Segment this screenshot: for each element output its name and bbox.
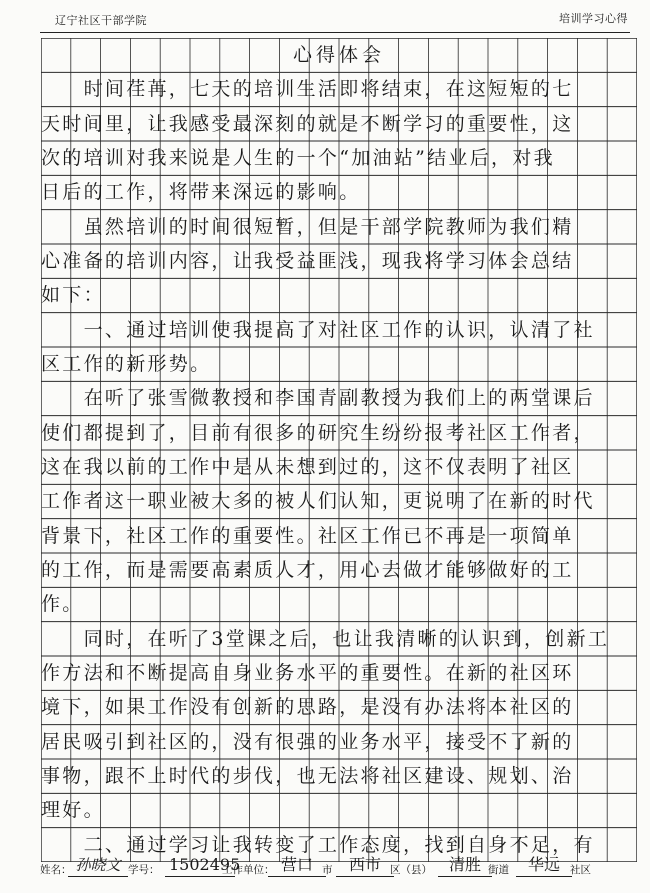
page-footer bbox=[0, 852, 650, 886]
city-value: 营口 bbox=[268, 854, 326, 877]
street-value: 清胜 bbox=[438, 854, 492, 877]
name-value: 孙晓文 bbox=[68, 854, 128, 877]
institution-name: 辽宁社区干部学院 bbox=[55, 14, 147, 27]
essay-title: 心得体会 bbox=[292, 44, 385, 66]
essay-line: 境下，如果工作没有创新的思路，是没有办法将本社区的 bbox=[41, 696, 574, 719]
work-unit-label: 工作单位： bbox=[222, 864, 275, 876]
essay-line: 一、通过培训使我提高了对社区工作的认识，认清了社 bbox=[41, 318, 595, 341]
community-value: 华远 bbox=[516, 854, 572, 877]
district-value: 西市 bbox=[336, 854, 394, 877]
essay-line: 这在我以前的工作中是从未想到过的，这不仅表明了社区 bbox=[41, 455, 574, 478]
page-header bbox=[0, 0, 650, 30]
district-label: 区（县） bbox=[390, 864, 432, 876]
manuscript-sheet bbox=[41, 38, 637, 862]
community-label: 社区 bbox=[570, 864, 591, 876]
document-type: 培训学习心得 bbox=[559, 12, 628, 25]
essay-line: 使们都提到了，目前有很多的研究生纷纷报考社区工作者， bbox=[41, 421, 595, 444]
student-id-value: 1502495 bbox=[165, 854, 235, 877]
essay-line: 居民吸引到社区的，没有很强的业务水平，接受不了新的 bbox=[41, 730, 574, 753]
essay-line: 次的培训对我来说是人生的一个“加油站”结业后，对我 bbox=[41, 146, 555, 169]
essay-line: 天时间里，让我感受最深刻的就是不断学习的重要性，这 bbox=[41, 112, 574, 135]
essay-line: 心准备的培训内容，让我受益匪浅，现我将学习体会总结 bbox=[41, 249, 574, 272]
essay-line: 工作者这一职业被大多的被人们认知，更说明了在新的时代 bbox=[41, 490, 595, 513]
street-label: 街道 bbox=[488, 864, 509, 876]
essay-line: 时间荏苒，七天的培训生活即将结束，在这短短的七 bbox=[41, 78, 574, 101]
essay-line: 在听了张雪微教授和李国青副教授为我们上的两堂课后 bbox=[41, 387, 595, 410]
essay-line: 区工作的新形势。 bbox=[41, 352, 212, 375]
city-label: 市 bbox=[322, 864, 333, 876]
essay-line: 虽然培训的时间很短暂，但是干部学院教师为我们精 bbox=[41, 215, 574, 238]
essay-line: 如下： bbox=[41, 284, 105, 307]
essay-line: 二、通过学习让我转变了工作态度，找到自身不足，有 bbox=[41, 833, 595, 856]
essay-line: 日后的工作，将带来深远的影响。 bbox=[41, 181, 361, 204]
essay-line: 事物，跟不上时代的步伐，也无法将社区建设、规划、治 bbox=[41, 764, 574, 787]
essay-line: 同时，在听了3堂课之后，也让我清晰的认识到，创新工 bbox=[41, 627, 610, 650]
essay-line: 作。 bbox=[41, 593, 84, 616]
name-label: 姓名： bbox=[40, 864, 72, 876]
header-rule bbox=[40, 32, 630, 33]
essay-line: 背景下，社区工作的重要性。社区工作已不再是一项简单 bbox=[41, 524, 574, 547]
essay-line: 理好。 bbox=[41, 799, 105, 822]
essay-line: 的工作，而是需要高素质人才，用心去做才能够做好的工 bbox=[41, 558, 574, 581]
essay-line: 作方法和不断提高自身业务水平的重要性。在新的社区环 bbox=[41, 661, 574, 684]
student-id-label: 学号： bbox=[128, 864, 160, 876]
